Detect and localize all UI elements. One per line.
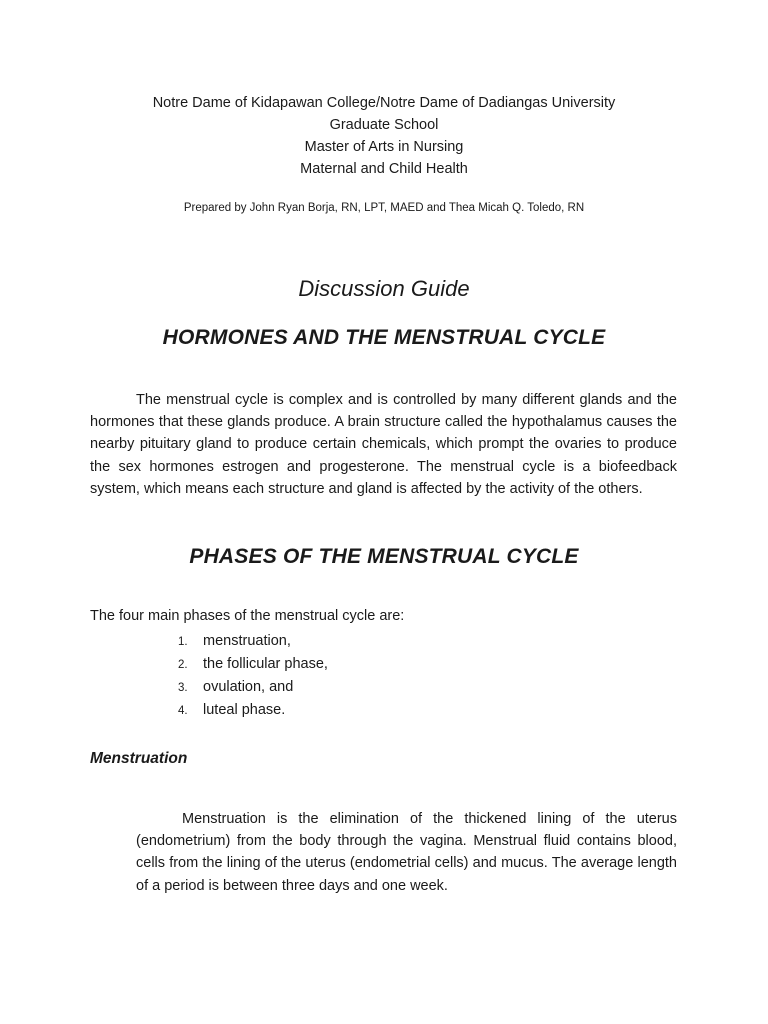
list-number: 4. [178,705,188,717]
list-item [178,653,328,676]
phases-intro: The four main phases of the menstrual cycle are: [90,608,405,624]
list-text: luteal phase. [203,702,286,718]
section-heading-hormones: HORMONES AND THE MENSTRUAL CYCLE [162,326,606,349]
list-item [178,699,328,722]
list-number: 1. [178,636,188,648]
institution-name: Notre Dame of Kidapawan College/Notre Dame of Dadiangas University [152,95,616,111]
course-name: Maternal and Child Health [300,161,468,177]
program-name: Master of Arts in Nursing [304,139,464,155]
prepared-by: Prepared by John Ryan Borja, RN, LPT, MAED and Thea Micah Q. Toledo, RN [183,202,585,214]
list-text: ovulation, and [203,679,294,695]
list-item [178,630,328,653]
list-text: the follicular phase, [203,656,328,672]
document-header [0,92,768,180]
section-heading-phases: PHASES OF THE MENSTRUAL CYCLE [189,545,579,568]
hormones-paragraph: The menstrual cycle is complex and is controlled by many different glands and the hormones that these glands produce. A brain structure called the hypothalamus causes the nearby pituitary gland to produce certain chemicals, which prompt the ovaries to produce the sex hormones estrogen and progesterone. The menstrual cycle is a biofeedback system, which means each structure and gland is affected by the activity of the others. [90,392,677,497]
document-type-label: Discussion Guide [298,276,470,301]
list-text: menstruation, [203,633,291,649]
phases-list [178,630,328,722]
list-item [178,676,328,699]
list-number: 3. [178,682,188,694]
school-name: Graduate School [329,117,439,133]
list-number: 2. [178,659,188,671]
menstruation-paragraph: Menstruation is the elimination of the thickened lining of the uterus (endometrium) from the body through the vagina. Menstrual fluid contains blood, cells from the lining of the uterus (endometrial cells) and mucus. The average length of a period is between three days and one week. [136,811,677,894]
menstruation-subheading: Menstruation [90,750,188,767]
